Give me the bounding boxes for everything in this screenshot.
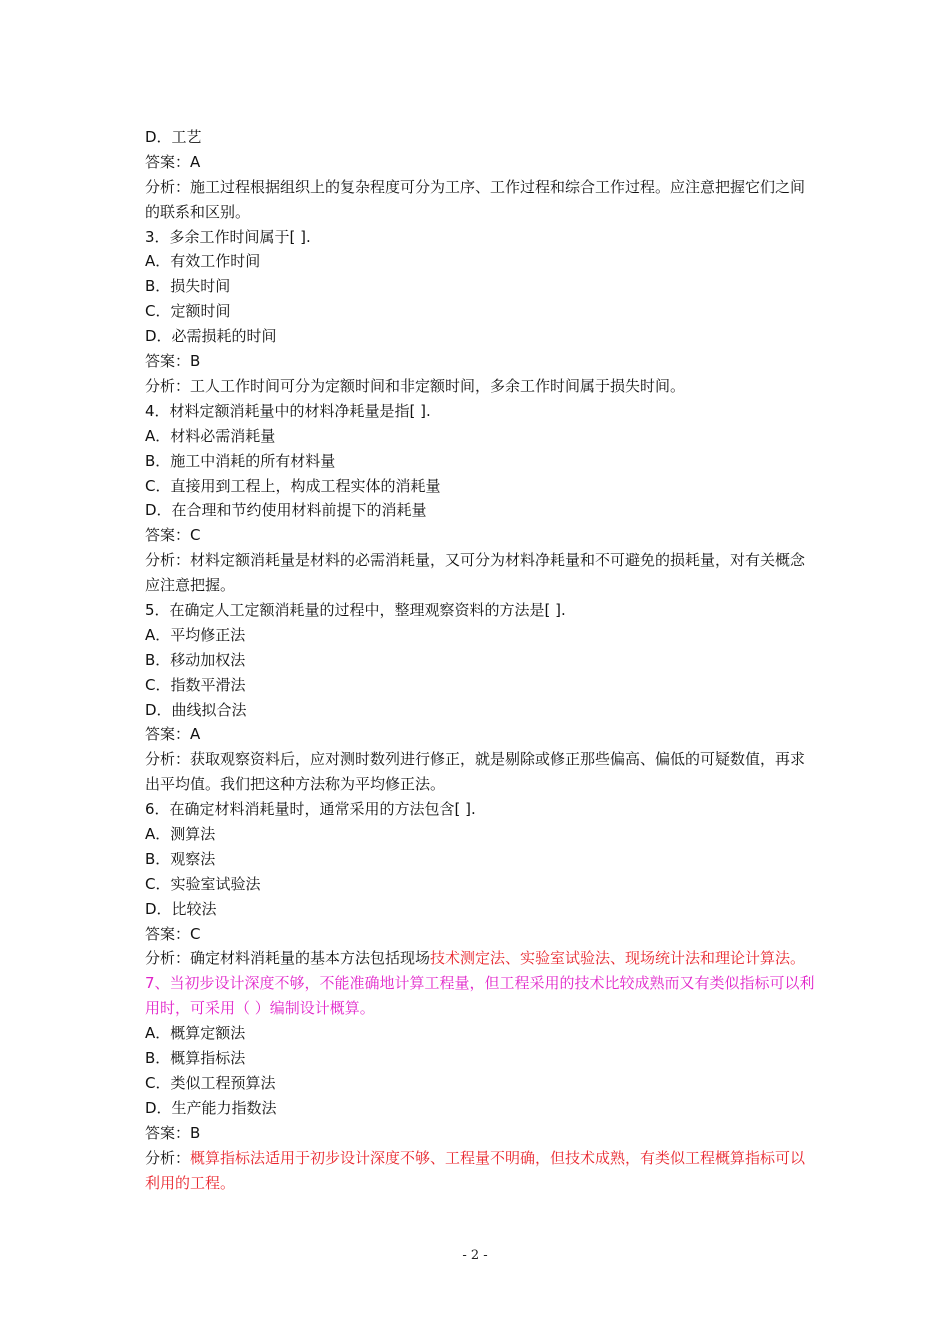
analysis: 分析：材料定额消耗量是材料的必需消耗量，又可分为材料净耗量和不可避免的损耗量，对有关概念应注意把握。: [145, 551, 806, 595]
option-d: D．比较法: [145, 899, 217, 918]
option-b: B．观察法: [145, 849, 216, 868]
answer: 答案：B: [145, 1123, 201, 1142]
option-c: C．直接用到工程上，构成工程实体的消耗量: [145, 476, 441, 495]
analysis: [145, 1146, 817, 1196]
analysis: [145, 946, 817, 971]
option-b: B．损失时间: [145, 277, 231, 296]
option-a: A．测算法: [145, 825, 216, 844]
option-d: D．工艺: [145, 128, 202, 146]
option-b: B．施工中消耗的所有材料量: [145, 451, 336, 470]
answer: 答案：A: [145, 152, 201, 171]
document-body: [145, 125, 817, 1195]
option-c: C．定额时间: [145, 302, 231, 321]
analysis-prefix: 分析：确定材料消耗量的基本方法包括现场: [145, 949, 431, 968]
option-a: A．概算定额法: [145, 1024, 246, 1043]
analysis-highlight: 概算指标法适用于初步设计深度不够、工程量不明确，但技术成熟，有类似工程概算指标可以利用的工程。: [145, 1148, 806, 1192]
analysis-prefix: 分析：: [145, 1148, 191, 1167]
analysis: 分析：工人工作时间可分为定额时间和非定额时间，多余工作时间属于损失时间。: [145, 376, 686, 395]
answer: 答案：B: [145, 352, 201, 371]
answer: 答案：C: [145, 526, 201, 545]
option-d: D．生产能力指数法: [145, 1098, 277, 1117]
option-b: B．移动加权法: [145, 650, 246, 669]
analysis-highlight: 技术测定法、实验室试验法、现场统计法和理论计算法。: [430, 949, 806, 968]
question-5: 5．在确定人工定额消耗量的过程中，整理观察资料的方法是[ ].: [145, 600, 566, 619]
option-a: A．材料必需消耗量: [145, 426, 276, 445]
option-c: C．类似工程预算法: [145, 1073, 276, 1092]
option-c: C．实验室试验法: [145, 874, 261, 893]
question-4: 4．材料定额消耗量中的材料净耗量是指[ ].: [145, 401, 431, 420]
option-d: D．在合理和节约使用材料前提下的消耗量: [145, 501, 427, 520]
analysis: 分析：获取观察资料后，应对测时数列进行修正，就是剔除或修正那些偏高、偏低的可疑数值，再求出平均值。我们把这种方法称为平均修正法。: [145, 750, 806, 794]
option-a: A．平均修正法: [145, 625, 246, 644]
option-d: D．必需损耗的时间: [145, 327, 277, 346]
analysis: 分析：施工过程根据组织上的复杂程度可分为工序、工作过程和综合工作过程。应注意把握它们之间的联系和区别。: [145, 177, 806, 221]
option-b: B．概算指标法: [145, 1049, 246, 1068]
option-a: A．有效工作时间: [145, 252, 261, 271]
question-6: 6．在确定材料消耗量时，通常采用的方法包含[ ].: [145, 800, 476, 819]
option-c: C．指数平滑法: [145, 675, 246, 694]
question-7: 7、当初步设计深度不够，不能准确地计算工程量，但工程采用的技术比较成熟而又有类似指标可以利用时，可采用（ ）编制设计概算。: [145, 974, 815, 1018]
answer: 答案：A: [145, 725, 201, 744]
answer: 答案：C: [145, 924, 201, 943]
option-d: D．曲线拟合法: [145, 700, 247, 719]
page-number: - 2 -: [462, 1248, 488, 1263]
question-3: 3．多余工作时间属于[ ].: [145, 227, 311, 246]
